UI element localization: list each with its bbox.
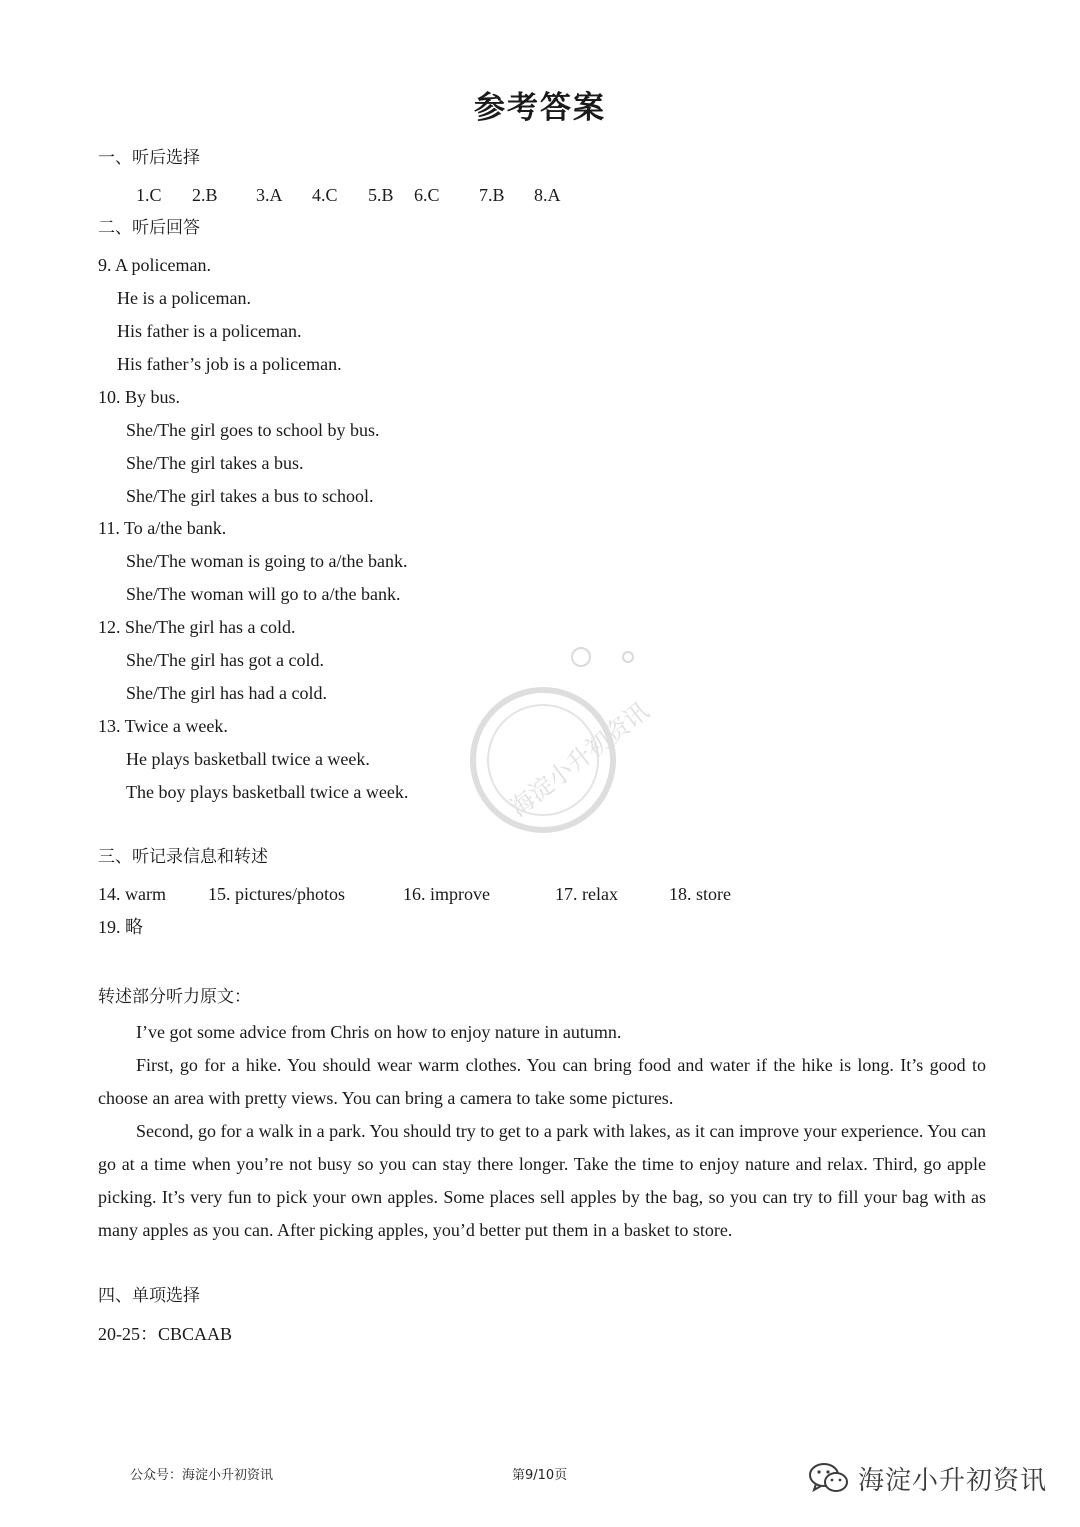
footer-account: 公众号：海淀小升初资讯 [130, 1468, 274, 1483]
answer-19: 19. 略 [98, 917, 143, 937]
section-3-heading: 三、听记录信息和转述 [98, 847, 268, 867]
q13-answer: 13. Twice a week. [98, 716, 228, 736]
q9-alt-2: His father is a policeman. [117, 321, 302, 341]
watermark-text: 海淀小升初资讯 [504, 696, 655, 823]
answer-8: 8.A [534, 185, 561, 205]
q13-alt-2: The boy plays basketball twice a week. [126, 782, 409, 802]
section-2-heading: 二、听后回答 [98, 218, 200, 238]
answer-2: 2.B [192, 185, 218, 205]
answer-17: 17. relax [555, 884, 618, 904]
q12-alt-1: She/The girl has got a cold. [126, 650, 324, 670]
transcript-heading: 转述部分听力原文： [98, 987, 251, 1007]
q12-alt-2: She/The girl has had a cold. [126, 683, 327, 703]
section-4-heading: 四、单项选择 [98, 1286, 200, 1306]
transcript-paragraph-1: I’ve got some advice from Chris on how to enjoy nature in autumn. [136, 1022, 622, 1042]
answer-5: 5.B [368, 185, 394, 205]
brand-name: 海淀小升初资讯 [858, 1465, 1048, 1496]
q11-alt-2: She/The woman will go to a/the bank. [126, 584, 401, 604]
q9-answer: 9. A policeman. [98, 255, 211, 275]
transcript-paragraph-2: First, go for a hike. You should wear warm clothes. You can bring food and water if the hike is long. It’s good to choose an area with pretty views. You can bring a camera to take some pictures. [98, 1055, 986, 1108]
transcript-paragraph-3: Second, go for a walk in a park. You should try to get to a park with lakes, as it can improve your experience. You can go at a time when you’re not busy so you can stay there longer. Take the time to enjoy nature and relax. Third, go apple picking. It’s very fun to pick your own apples. Some places sell apples by the bag, so you can try to fill your bag with as many apples as you can. After picking apples, you’d better put them in a basket to store. [98, 1121, 986, 1240]
q10-alt-2: She/The girl takes a bus. [126, 453, 304, 473]
answer-6: 6.C [414, 185, 440, 205]
footer-brand [808, 1458, 1047, 1498]
answer-14: 14. warm [98, 884, 166, 904]
q13-alt-1: He plays basketball twice a week. [126, 749, 370, 769]
answer-7: 7.B [479, 185, 505, 205]
q10-answer: 10. By bus. [98, 387, 181, 407]
answer-20-25: 20-25：CBCAAB [98, 1324, 233, 1344]
section-1-heading: 一、听后选择 [98, 148, 200, 168]
answer-16: 16. improve [403, 884, 490, 904]
answer-3: 3.A [256, 185, 283, 205]
answer-4: 4.C [312, 185, 338, 205]
q9-alt-3: His father’s job is a policeman. [117, 354, 342, 374]
page-title: 参考答案 [474, 90, 606, 126]
q10-alt-3: She/The girl takes a bus to school. [126, 486, 374, 506]
wechat-icon [808, 1461, 850, 1495]
answer-15: 15. pictures/photos [208, 884, 345, 904]
answer-1: 1.C [136, 185, 162, 205]
answer-18: 18. store [669, 884, 731, 904]
q10-alt-1: She/The girl goes to school by bus. [126, 420, 380, 440]
q11-alt-1: She/The woman is going to a/the bank. [126, 551, 408, 571]
q11-answer: 11. To a/the bank. [98, 518, 227, 538]
watermark-seal [448, 640, 655, 840]
q9-alt-1: He is a policeman. [117, 288, 251, 308]
q12-answer: 12. She/The girl has a cold. [98, 617, 296, 637]
page-number: 第9/10页 [512, 1468, 568, 1483]
